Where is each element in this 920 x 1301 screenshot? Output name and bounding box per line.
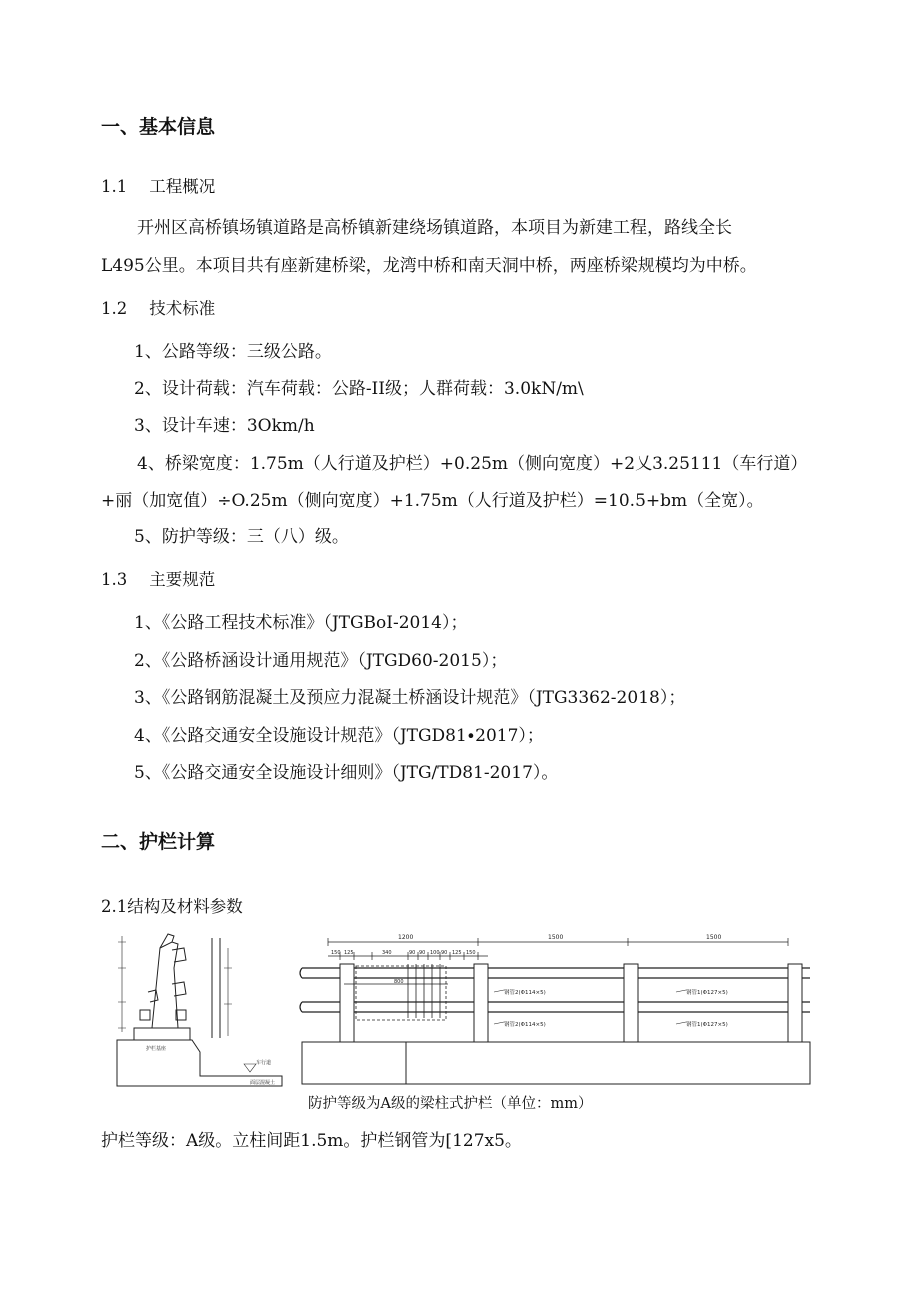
subsection-number: 1.2 bbox=[101, 299, 128, 318]
list-item: 4、桥梁宽度：1.75m（人行道及护栏）+0.25m（侧向宽度）+2乂3.25111（车行道） bbox=[137, 454, 808, 474]
list-item: 2、设计荷载：汽车荷载：公路-II级；人群荷载：3.0kN∕m\ bbox=[134, 379, 584, 399]
reference-item: 2、《公路桥涵设计通用规范》（JTGD60-2015）； bbox=[134, 651, 508, 671]
paragraph-line: L495公里。本项目共有座新建桥梁，龙湾中桥和南天洞中桥，两座桥梁规模均为中桥。 bbox=[101, 256, 757, 276]
reference-item: 1、《公路工程技术标准》（JTGBoI-2014）； bbox=[134, 613, 468, 633]
guardrail-cross-section-drawing bbox=[112, 928, 288, 1090]
dim-label: 150 bbox=[466, 950, 476, 956]
dim-label: 90 bbox=[419, 950, 426, 956]
dim-label: 100 bbox=[430, 950, 440, 956]
reference-item: 3、《公路钢筋混凝土及预应力混凝土桥涵设计规范》（JTG3362-2018）； bbox=[134, 688, 686, 708]
subsection-title: 工程概况 bbox=[149, 177, 216, 196]
subsection-1-3-heading bbox=[101, 569, 215, 591]
dim-label: 800 bbox=[394, 979, 404, 985]
subsection-title: 技术标准 bbox=[149, 299, 216, 318]
dim-label: 1500 bbox=[706, 934, 722, 941]
dim-label: 125 bbox=[452, 950, 462, 956]
section-2-heading: 二、护栏计算 bbox=[101, 831, 216, 853]
subsection-1-1-heading bbox=[101, 176, 215, 198]
dim-label: 1200 bbox=[398, 934, 414, 941]
pipe-label: 钢管1(Φ127×5) bbox=[686, 1022, 728, 1028]
reference-item: 4、《公路交通安全设施设计规范》（JTGD81∙2017）； bbox=[134, 726, 544, 746]
reference-item: 5、《公路交通安全设施设计细则》（JTG/TD81-2017）。 bbox=[134, 763, 559, 783]
figure-caption: 防护等级为A级的梁柱式护栏（单位：mm） bbox=[308, 1096, 593, 1112]
dim-label: 90 bbox=[409, 950, 416, 956]
pipe-label: 钢管1(Φ127×5) bbox=[686, 990, 728, 996]
list-item: 1、公路等级：三级公路。 bbox=[134, 342, 332, 362]
subsection-2-1-heading: 2.1结构及材料参数 bbox=[101, 897, 243, 916]
label-roadway: 车行道 bbox=[256, 1060, 272, 1066]
subsection-title: 主要规范 bbox=[149, 570, 216, 589]
pipe-label: 钢管2(Φ114×5) bbox=[504, 1022, 546, 1028]
list-item-continuation: +丽（加宽值）÷O.25m（侧向宽度）+1.75m（人行道及护栏）=10.5+bm（全宽）。 bbox=[101, 491, 764, 511]
guardrail-summary: 护栏等级：A级。立柱间距1.5m。护栏钢管为[127x5。 bbox=[101, 1131, 522, 1151]
label-base: 护栏基座 bbox=[146, 1046, 167, 1052]
dim-label: 90 bbox=[441, 950, 448, 956]
subsection-1-2-heading bbox=[101, 298, 215, 320]
list-item: 3、设计车速：3Okm∕h bbox=[134, 416, 315, 436]
label-surface: 面层混凝土 bbox=[250, 1080, 276, 1086]
dim-label: 150 bbox=[331, 950, 341, 956]
guardrail-elevation-drawing bbox=[298, 928, 814, 1090]
dim-label: 1500 bbox=[548, 934, 564, 941]
paragraph-line: 开州区高桥镇场镇道路是高桥镇新建绕场镇道路，本项目为新建工程，路线全长 bbox=[137, 218, 732, 238]
subsection-number: 1.3 bbox=[101, 570, 128, 589]
pipe-label: 钢管2(Φ114×5) bbox=[504, 990, 546, 996]
list-item: 5、防护等级：三（八）级。 bbox=[134, 527, 349, 547]
dim-label: 340 bbox=[382, 950, 392, 956]
section-1-heading: 一、基本信息 bbox=[101, 116, 216, 138]
subsection-number: 1.1 bbox=[101, 177, 128, 196]
dim-label: 125 bbox=[344, 950, 354, 956]
